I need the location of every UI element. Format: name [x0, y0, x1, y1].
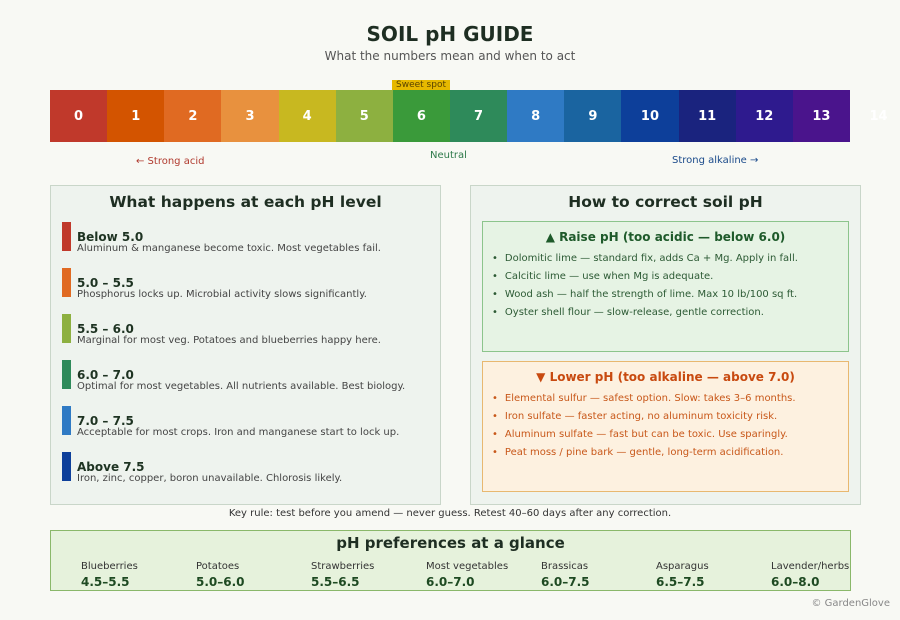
ph-segment-10: 10 — [621, 90, 678, 142]
crop-preference — [541, 561, 651, 589]
raise-ph-method: • Wood ash — half the strength of lime. Max 10 lb/100 sq ft. — [492, 286, 848, 304]
level-range: 5.5 – 6.0 — [77, 322, 134, 336]
correct-ph-panel — [470, 185, 861, 505]
lower-ph-method: • Aluminum sulfate — fast but can be toxic. Use sparingly. — [492, 426, 848, 444]
crop-name: Most vegetables — [426, 561, 509, 572]
ph-segment-14: 14 — [869, 108, 888, 124]
lower-ph-method: • Iron sulfate — faster acting, no aluminum toxicity risk. — [492, 408, 848, 426]
ph-segment-3: 3 — [221, 90, 278, 142]
raise-ph-method: • Calcitic lime — use when Mg is adequate. — [492, 268, 848, 286]
ph-level-item — [62, 268, 367, 300]
crop-ph-range: 6.5–7.5 — [656, 575, 705, 589]
lower-ph-method: • Peat moss / pine bark — gentle, long-term acidification. — [492, 444, 848, 462]
ph-segment-11: 11 — [679, 90, 736, 142]
level-color-swatch — [62, 360, 71, 389]
level-color-swatch — [62, 222, 71, 251]
ph-segment-8: 8 — [507, 90, 564, 142]
crop-ph-range: 5.5–6.5 — [311, 575, 360, 589]
raise-ph-method: • Dolomitic lime — standard fix, adds Ca + Mg. Apply in fall. — [492, 250, 848, 268]
crop-ph-range: 5.0–6.0 — [196, 575, 245, 589]
level-description: Optimal for most vegetables. All nutrients available. Best biology. — [77, 381, 406, 392]
ph-segment-7: 7 — [450, 90, 507, 142]
ph-segment-9: 9 — [564, 90, 621, 142]
crop-ph-range: 6.0–7.0 — [426, 575, 475, 589]
crop-name: Potatoes — [196, 561, 240, 572]
raise-ph-box — [482, 221, 849, 352]
ph-levels-heading: What happens at each pH level — [109, 193, 382, 211]
level-color-swatch — [62, 268, 71, 297]
level-color-swatch — [62, 314, 71, 343]
ph-segment-6: 6 — [393, 90, 450, 142]
ph-preferences-heading: pH preferences at a glance — [336, 534, 565, 552]
key-rule-note: Key rule: test before you amend — never guess. Retest 40–60 days after any correction. — [228, 508, 672, 519]
level-range: 7.0 – 7.5 — [77, 414, 134, 428]
crop-preference — [311, 561, 421, 589]
page-title: SOIL pH GUIDE — [366, 22, 534, 46]
crop-preference — [196, 561, 306, 589]
ph-level-item — [62, 406, 399, 438]
crop-preference — [656, 561, 766, 589]
ph-level-item — [62, 452, 342, 484]
ph-segment-4: 4 — [279, 90, 336, 142]
crop-preference — [426, 561, 536, 589]
crop-ph-range: 6.0–8.0 — [771, 575, 820, 589]
level-description: Acceptable for most crops. Iron and manganese start to lock up. — [77, 427, 400, 438]
page-subtitle: What the numbers mean and when to act — [324, 49, 576, 63]
level-range: Below 5.0 — [77, 230, 144, 244]
ph-segment-1: 1 — [107, 90, 164, 142]
level-description: Iron, zinc, copper, boron unavailable. Chlorosis likely. — [77, 473, 343, 484]
crop-preference — [771, 561, 881, 589]
ph-segment-5: 5 — [336, 90, 393, 142]
crop-name: Lavender/herbs — [771, 561, 850, 572]
lower-ph-box — [482, 361, 849, 492]
ph-segment-0: 0 — [50, 90, 107, 142]
neutral-label: Neutral — [430, 150, 467, 161]
footer-credit: © GardenGlove — [811, 598, 890, 609]
crop-name: Brassicas — [541, 561, 589, 572]
ph-scale-bar — [50, 90, 900, 142]
level-color-swatch — [62, 452, 71, 481]
level-range: 5.0 – 5.5 — [77, 276, 134, 290]
crop-name: Blueberries — [81, 561, 138, 572]
crop-name: Strawberries — [311, 561, 375, 572]
sweet-spot-label: Sweet spot — [392, 80, 450, 90]
ph-levels-panel — [50, 185, 441, 505]
raise-ph-title: ▲ Raise pH (too acidic — below 6.0) — [545, 230, 786, 244]
level-range: Above 7.5 — [77, 460, 145, 474]
strong-alkaline-label: Strong alkaline → — [672, 155, 759, 166]
strong-acid-label: ← Strong acid — [136, 156, 205, 167]
level-description: Aluminum & manganese become toxic. Most vegetables fail. — [77, 243, 381, 254]
level-color-swatch — [62, 406, 71, 435]
lower-ph-method: • Elemental sulfur — safest option. Slow: takes 3–6 months. — [492, 390, 848, 408]
ph-segment-13: 13 — [793, 90, 850, 142]
ph-segment-12: 12 — [736, 90, 793, 142]
ph-segment-2: 2 — [164, 90, 221, 142]
crop-ph-range: 4.5–5.5 — [81, 575, 130, 589]
level-range: 6.0 – 7.0 — [77, 368, 134, 382]
level-description: Phosphorus locks up. Microbial activity slows significantly. — [77, 289, 367, 300]
crop-name: Asparagus — [656, 561, 709, 572]
ph-level-item — [62, 222, 381, 254]
level-description: Marginal for most veg. Potatoes and blueberries happy here. — [77, 335, 381, 346]
ph-preferences-panel — [50, 530, 851, 591]
crop-ph-range: 6.0–7.5 — [541, 575, 590, 589]
ph-level-item — [62, 314, 381, 346]
lower-ph-title: ▼ Lower pH (too alkaline — above 7.0) — [536, 370, 795, 384]
raise-ph-method: • Oyster shell flour — slow-release, gentle correction. — [492, 304, 848, 322]
crop-preference — [81, 561, 191, 589]
ph-level-item — [62, 360, 405, 392]
correct-ph-heading: How to correct soil pH — [568, 193, 763, 211]
